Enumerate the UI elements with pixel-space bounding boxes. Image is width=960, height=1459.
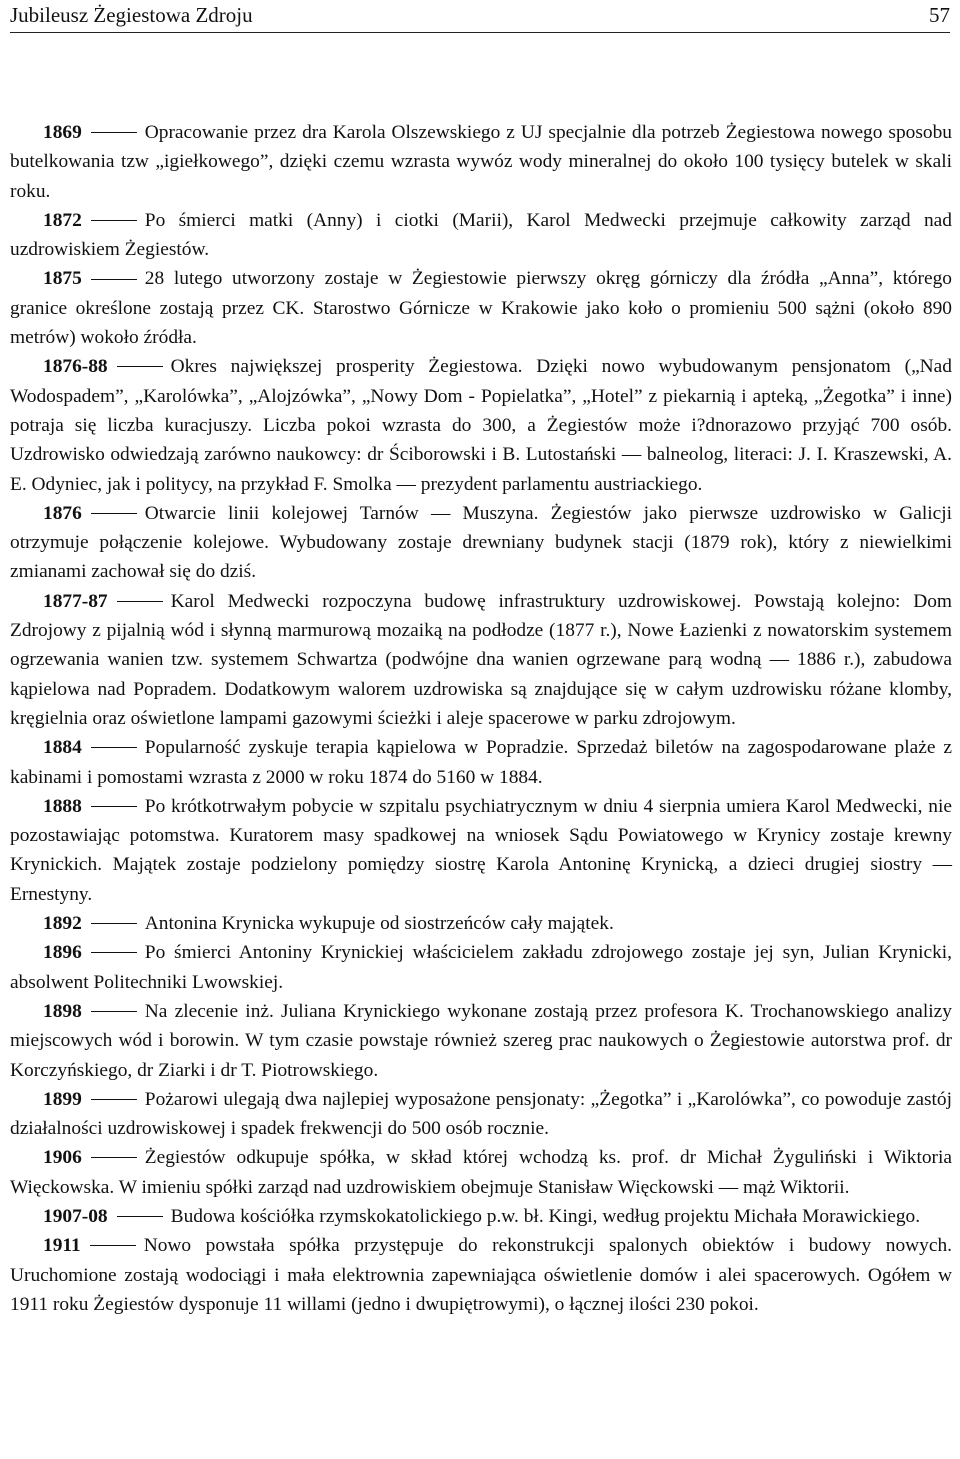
page-number: 57 xyxy=(929,3,950,27)
entry-year: 1869 xyxy=(43,122,82,143)
chronology-entry xyxy=(10,733,952,792)
entry-text: Pożarowi ulegają dwa najlepiej wyposażone pensjonaty: „Żegotka” i „Karolówka”, co powoduje zastój działalności uzdrowiskowej i spadek frekwencji do 500 osób rocznie. xyxy=(10,1088,952,1140)
em-dash-rule xyxy=(91,1157,137,1158)
chronology-entry xyxy=(10,587,952,733)
chronology-entry xyxy=(10,1085,952,1144)
entry-year: 1906 xyxy=(43,1147,82,1169)
entry-year: 1877-87 xyxy=(43,590,108,612)
em-dash-rule xyxy=(91,132,137,133)
chronology-entry xyxy=(10,909,952,938)
entry-year: 1876-88 xyxy=(43,356,108,378)
entry-year: 1884 xyxy=(43,737,82,759)
entry-text: Okres największej prosperity Żegiestowa. Dzięki nowo wybudowanym pensjonatom („Nad Wodospadem”, „Karolówka”, „Alojzówka”, „Nowy Dom - Popielatka”, „Hotel” z piekarnią i apteką, „Żegotka” i inne) potraja się liczba kuracjuszy. Liczba pokoi wzrasta do 300, a Żegiestów może i?dnorazowo przyjąć 700 osób. Uzdrowisko odwiedzają zarówno naukowcy: dr Ściborowski i B. Lutostański — balneolog, literaci: J. I. Kraszewski, A. E. Odyniec, jak i politycy, na przykład F. Smolka — prezydent parlamentu austriackiego. xyxy=(10,356,952,495)
entry-text: Karol Medwecki rozpoczyna budowę infrastruktury uzdrowiskowej. Powstają kolejno: Dom Zdrojowy z pijalnią wód i słynną marmurową mozaiką na podłodze (1877 r.), Nowe Łazienki z nowatorskim systemem ogrzewania wanien tzw. systemem Schwartza (podwójne dna wanien ogrzewane parą wodną — 1886 r.), zabudowa kąpielowa nad Popradem. Dodatkowym walorem uzdrowiska są znajdujące się w całym uzdrowisku różane klomby, kręgielnia oraz oświetlone lampami gazowymi ścieżki i aleje spacerowe w parku zdrojowym. xyxy=(10,590,952,729)
chronology-entry xyxy=(10,938,952,997)
em-dash-rule xyxy=(91,806,137,807)
chronology-entry xyxy=(10,499,952,587)
entry-text: Żegiestów odkupuje spółka, w skład której wchodzą ks. prof. dr Michał Żyguliński i Wiktoria Więckowska. W imieniu spółki zarząd nad uzdrowiskiem obejmuje Stanisław Więckowski — mąż Wiktorii. xyxy=(10,1147,952,1198)
entry-year: 1898 xyxy=(43,1000,82,1022)
entry-year: 1876 xyxy=(43,502,82,524)
entry-year: 1872 xyxy=(43,209,82,231)
entry-text: Na zlecenie inż. Juliana Krynickiego wykonane zostają przez profesora K. Trochanowskiego analizy miejscowych wód i borowin. W tym czasie powstaje również szereg prac naukowych o Żegiestowie autorstwa prof. dr Korczyńskiego, dr Ziarki i dr T. Piotrowskiego. xyxy=(10,1000,952,1081)
em-dash-rule xyxy=(91,220,137,221)
entry-text: Nowo powstała spółka przystępuje do rekonstrukcji spalonych obiektów i budowy nowych. Uruchomione zostają wodociągi i mała elektrownia zapewniająca oświetlenie domów i alei spacerowych. Ogółem w 1911 roku Żegiestów dysponuje 11 willami (jedno i dwupiętrowymi), o łącznej ilości 230 pokoi. xyxy=(10,1235,952,1315)
entry-year: 1888 xyxy=(43,795,82,817)
page-header xyxy=(10,0,950,33)
em-dash-rule xyxy=(91,1099,137,1100)
entry-text: 28 lutego utworzony zostaje w Żegiestowie pierwszy okręg górniczy dla źródła „Anna”, którego granice określone zostają przez CK. Starostwo Górnicze w Krakowie jako koło o promieniu 500 sążni (około 890 metrów) wokoło źródła. xyxy=(10,268,952,349)
entry-text: Po śmierci Antoniny Krynickiej właścicielem zakładu zdrojowego zostaje jej syn, Julian Krynicki, absolwent Politechniki Lwowskiej. xyxy=(10,942,952,993)
entry-year: 1911 xyxy=(43,1235,81,1257)
entry-year: 1892 xyxy=(43,913,82,935)
em-dash-rule xyxy=(117,601,163,602)
chronology-entry xyxy=(10,792,952,909)
em-dash-rule xyxy=(91,1011,137,1012)
em-dash-rule xyxy=(91,952,137,953)
em-dash-rule xyxy=(91,747,137,748)
entry-text: Po śmierci matki (Anny) i ciotki (Marii), Karol Medwecki przejmuje całkowity zarząd nad uzdrowiskiem Żegiestów. xyxy=(10,209,952,261)
entry-text: Antonina Krynicka wykupuje od siostrzeńców cały majątek. xyxy=(144,913,614,935)
em-dash-rule xyxy=(91,279,137,280)
entry-text: Opracowanie przez dra Karola Olszewskiego z UJ specjalnie dla potrzeb Żegiestowa nowego sposobu butelkowania tzw „igiełkowego”, dzięki czemu wzrasta wywóz wody mineralnej do około 100 tysięcy butelek w skali roku. xyxy=(10,122,952,202)
entry-year: 1875 xyxy=(43,268,82,290)
chronology xyxy=(10,118,952,1319)
chronology-entry xyxy=(10,206,952,265)
chronology-entry xyxy=(10,1231,952,1319)
entry-year: 1899 xyxy=(43,1088,82,1110)
em-dash-rule xyxy=(90,1245,136,1246)
chronology-entry xyxy=(10,352,952,498)
entry-text: Otwarcie linii kolejowej Tarnów — Muszyna. Żegiestów jako pierwsze uzdrowisko w Galicji otrzymuje połączenie kolejowe. Wybudowany zostaje drewniany budynek stacji (1879 rok), który z niewielkimi zmianami zachował się do dziś. xyxy=(10,502,952,583)
entry-year: 1896 xyxy=(43,942,82,964)
chronology-entry xyxy=(10,264,952,352)
entry-text: Budowa kościółka rzymskokatolickiego p.w. bł. Kingi, według projektu Michała Morawickiego. xyxy=(170,1205,921,1227)
chronology-entry xyxy=(10,1202,952,1231)
chronology-entry xyxy=(10,997,952,1085)
em-dash-rule xyxy=(117,366,163,367)
em-dash-rule xyxy=(91,923,137,924)
em-dash-rule xyxy=(117,1216,163,1217)
running-title: Jubileusz Żegiestowa Zdroju xyxy=(10,3,253,27)
chronology-entry xyxy=(10,118,952,206)
entry-year: 1907-08 xyxy=(43,1205,108,1227)
em-dash-rule xyxy=(91,513,137,514)
entry-text: Po krótkotrwałym pobycie w szpitalu psychiatrycznym w dniu 4 sierpnia umiera Karol Medwecki, nie pozostawiając potomstwa. Kuratorem masy spadkowej na wniosek Sądu Powiatowego w Krynicy zostaje krewny Krynickich. Majątek zostaje podzielony pomiędzy siostrę Karola Antoninę Krynicką, a dzieci drugiej siostry — Ernestyny. xyxy=(10,795,952,905)
entry-text: Popularność zyskuje terapia kąpielowa w Popradzie. Sprzedaż biletów na zagospodarowane plaże z kabinami i pomostami wzrasta z 2000 w roku 1874 do 5160 w 1884. xyxy=(10,737,952,788)
chronology-entry xyxy=(10,1143,952,1202)
